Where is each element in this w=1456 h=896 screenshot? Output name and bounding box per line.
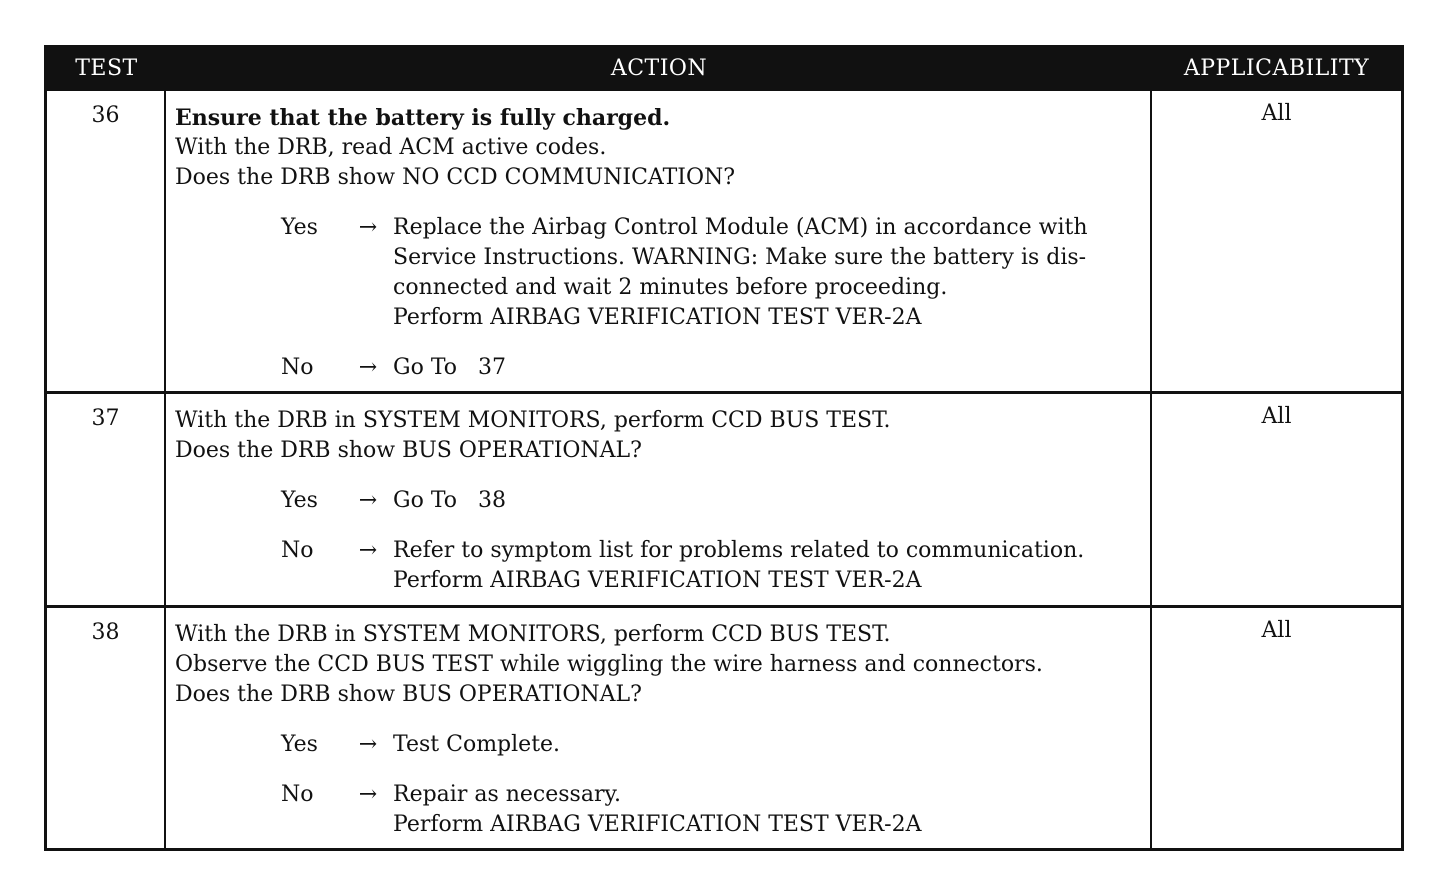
yes-label: Yes <box>281 732 318 757</box>
result-line: connected and wait 2 minutes before proceeding. <box>393 275 948 300</box>
arrow-right-icon: → <box>358 355 378 380</box>
instruction-line: With the DRB in SYSTEM MONITORS, perform CCD BUS TEST. <box>175 408 891 433</box>
table-row <box>47 391 1401 605</box>
no-branch <box>175 780 1142 840</box>
no-label: No <box>281 355 314 380</box>
applicability-cell: All <box>1261 618 1292 643</box>
no-result <box>393 353 1142 383</box>
table-row <box>47 88 1401 391</box>
instruction-line: Does the DRB show NO CCD COMMUNICATION? <box>175 165 736 190</box>
applicability-cell: All <box>1261 101 1292 126</box>
header-test: TEST <box>75 55 138 81</box>
result-line: Go To 38 <box>393 488 506 513</box>
instruction-line: Observe the CCD BUS TEST while wiggling the wire harness and connectors. <box>175 652 1043 677</box>
action-cell <box>166 91 1152 391</box>
arrow-right-icon: → <box>358 215 378 240</box>
no-label: No <box>281 782 314 807</box>
no-result <box>393 536 1142 596</box>
result-line: Perform AIRBAG VERIFICATION TEST VER-2A <box>393 305 922 330</box>
table-row <box>47 605 1401 848</box>
result-line: Replace the Airbag Control Module (ACM) in accordance with <box>393 215 1088 240</box>
no-label: No <box>281 538 314 563</box>
diagnostic-test-table <box>44 45 1404 851</box>
header-applicability: APPLICABILITY <box>1183 55 1370 81</box>
no-branch <box>175 536 1142 596</box>
header-action: ACTION <box>610 55 708 81</box>
arrow-right-icon: → <box>358 538 378 563</box>
result-line: Service Instructions. WARNING: Make sure the battery is dis- <box>393 245 1087 270</box>
result-line: Refer to symptom list for problems related to communication. <box>393 538 1085 563</box>
yes-result <box>393 213 1142 333</box>
instruction-line: Does the DRB show BUS OPERATIONAL? <box>175 438 642 463</box>
table-header <box>47 48 1401 88</box>
result-line: Test Complete. <box>393 732 561 757</box>
applicability-cell: All <box>1261 404 1292 429</box>
instruction-line: Ensure that the battery is fully charged. <box>175 105 671 131</box>
result-line: Perform AIRBAG VERIFICATION TEST VER-2A <box>393 812 922 837</box>
yes-branch <box>175 486 1142 516</box>
no-branch <box>175 353 1142 383</box>
arrow-right-icon: → <box>358 488 378 513</box>
no-result <box>393 780 1142 840</box>
result-line: Repair as necessary. <box>393 782 621 807</box>
yes-label: Yes <box>281 215 318 240</box>
yes-result <box>393 730 1142 760</box>
yes-branch <box>175 213 1142 333</box>
instruction-line: With the DRB in SYSTEM MONITORS, perform CCD BUS TEST. <box>175 622 891 647</box>
instruction-line: Does the DRB show BUS OPERATIONAL? <box>175 682 642 707</box>
action-cell <box>166 608 1152 848</box>
yes-label: Yes <box>281 488 318 513</box>
action-cell <box>166 394 1152 605</box>
test-number: 36 <box>47 91 166 391</box>
result-line: Perform AIRBAG VERIFICATION TEST VER-2A <box>393 568 922 593</box>
arrow-right-icon: → <box>358 782 378 807</box>
test-number: 38 <box>47 608 166 848</box>
test-number: 37 <box>47 394 166 605</box>
yes-branch <box>175 730 1142 760</box>
arrow-right-icon: → <box>358 732 378 757</box>
result-line: Go To 37 <box>393 355 506 380</box>
yes-result <box>393 486 1142 516</box>
instruction-line: With the DRB, read ACM active codes. <box>175 135 607 160</box>
